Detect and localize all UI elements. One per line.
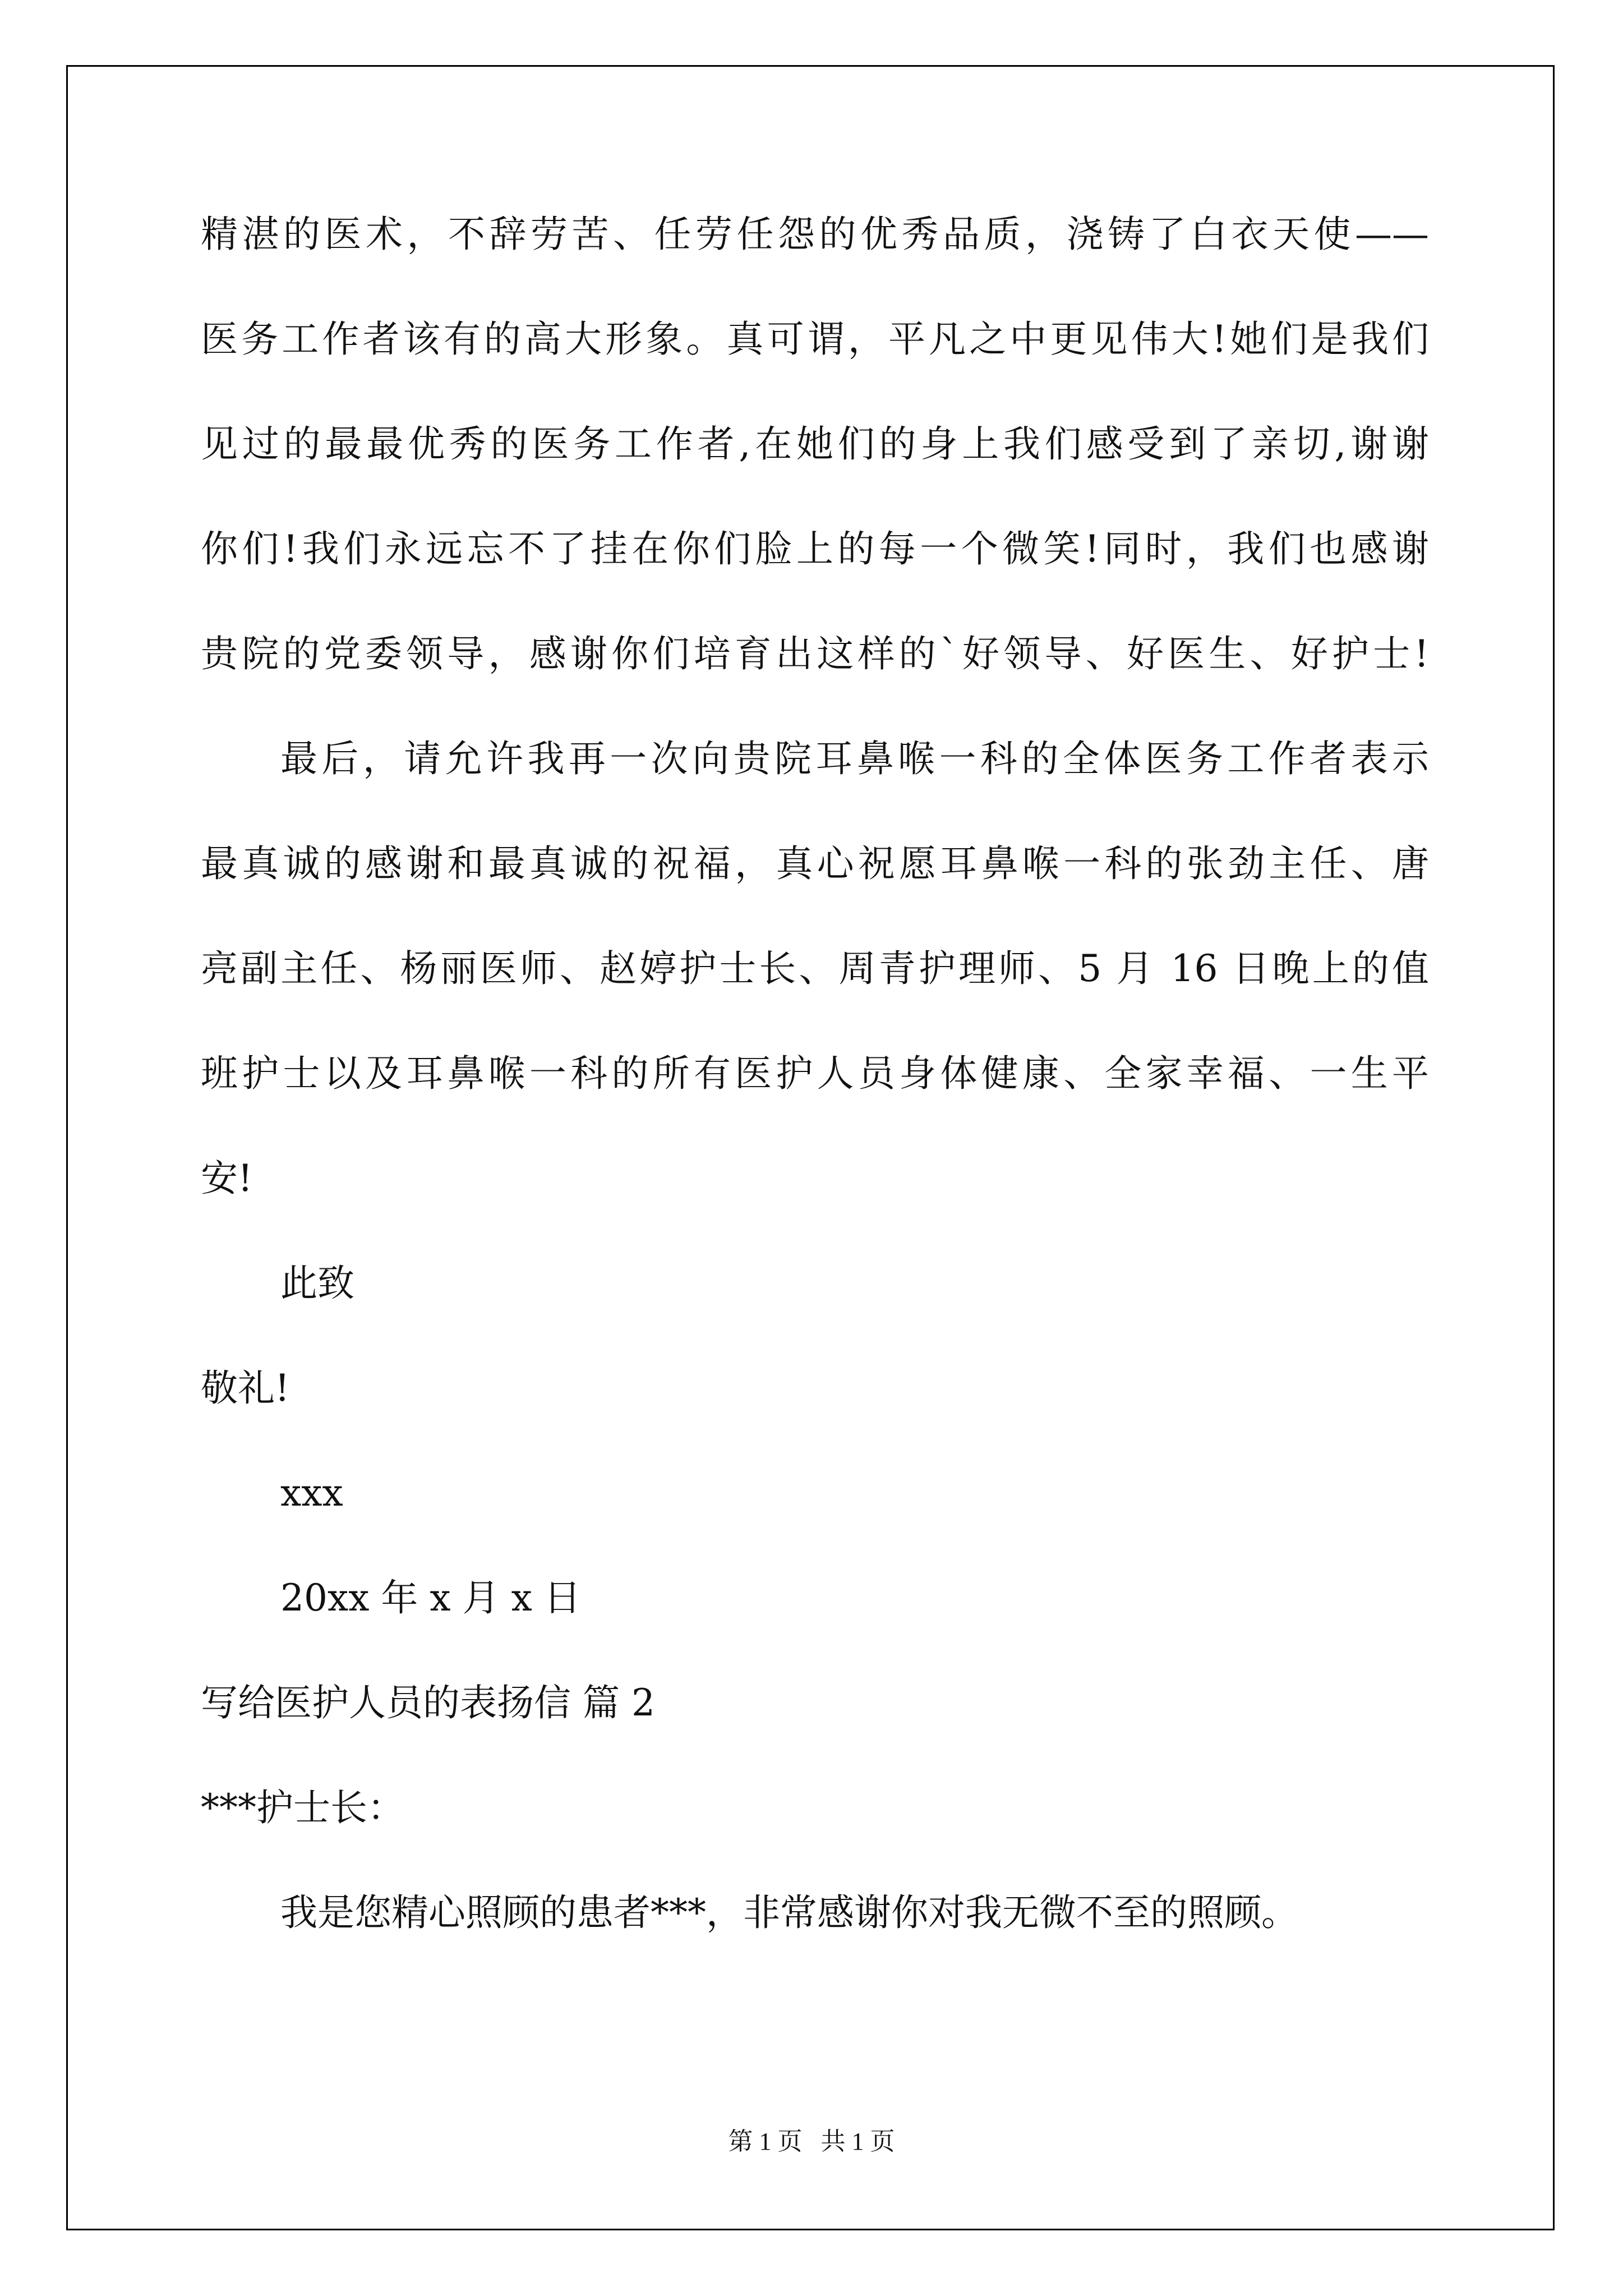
letter-greeting: ***护士长： [201, 1786, 404, 1829]
paragraph-line: 最真诚的感谢和最真诚的祝福，真心祝愿耳鼻喉一科的张劲主任、唐 [201, 842, 1429, 885]
closing-salutation: 此致 [280, 1262, 354, 1305]
signature-name: xxx [280, 1471, 343, 1515]
page-footer: 第 1 页 共 1 页 [728, 2128, 895, 2155]
signature-date: 20xx 年 x 月 x 日 [280, 1576, 581, 1619]
paragraph-line-last: 安! [201, 1157, 253, 1200]
paragraph-line-indented: 我是您精心照顾的患者***，非常感谢你对我无微不至的照顾。 [280, 1891, 1298, 1934]
paragraph-line: 班护士以及耳鼻喉一科的所有医护人员身体健康、全家幸福、一生平 [201, 1052, 1429, 1095]
section-heading: 写给医护人员的表扬信 篇 2 [201, 1681, 655, 1724]
paragraph-line-indented: 最后，请允许我再一次向贵院耳鼻喉一科的全体医务工作者表示 [280, 737, 1429, 780]
closing-regards: 敬礼! [201, 1366, 290, 1410]
paragraph-line: 贵院的党委领导，感谢你们培育出这样的`好领导、好医生、好护士! [201, 632, 1429, 675]
paragraph-line: 亮副主任、杨丽医师、赵婷护士长、周青护理师、5 月 16 日晚上的值 [201, 947, 1429, 990]
paragraph-line: 医务工作者该有的高大形象。真可谓，平凡之中更见伟大!她们是我们 [201, 318, 1429, 361]
paragraph-line: 你们!我们永远忘不了挂在你们脸上的每一个微笑!同时，我们也感谢 [201, 527, 1429, 570]
paragraph-line: 见过的最最优秀的医务工作者,在她们的身上我们感受到了亲切,谢谢 [201, 422, 1429, 466]
paragraph-line: 精湛的医术，不辞劳苦、任劳任怨的优秀品质，浇铸了白衣天使—— [201, 213, 1429, 256]
